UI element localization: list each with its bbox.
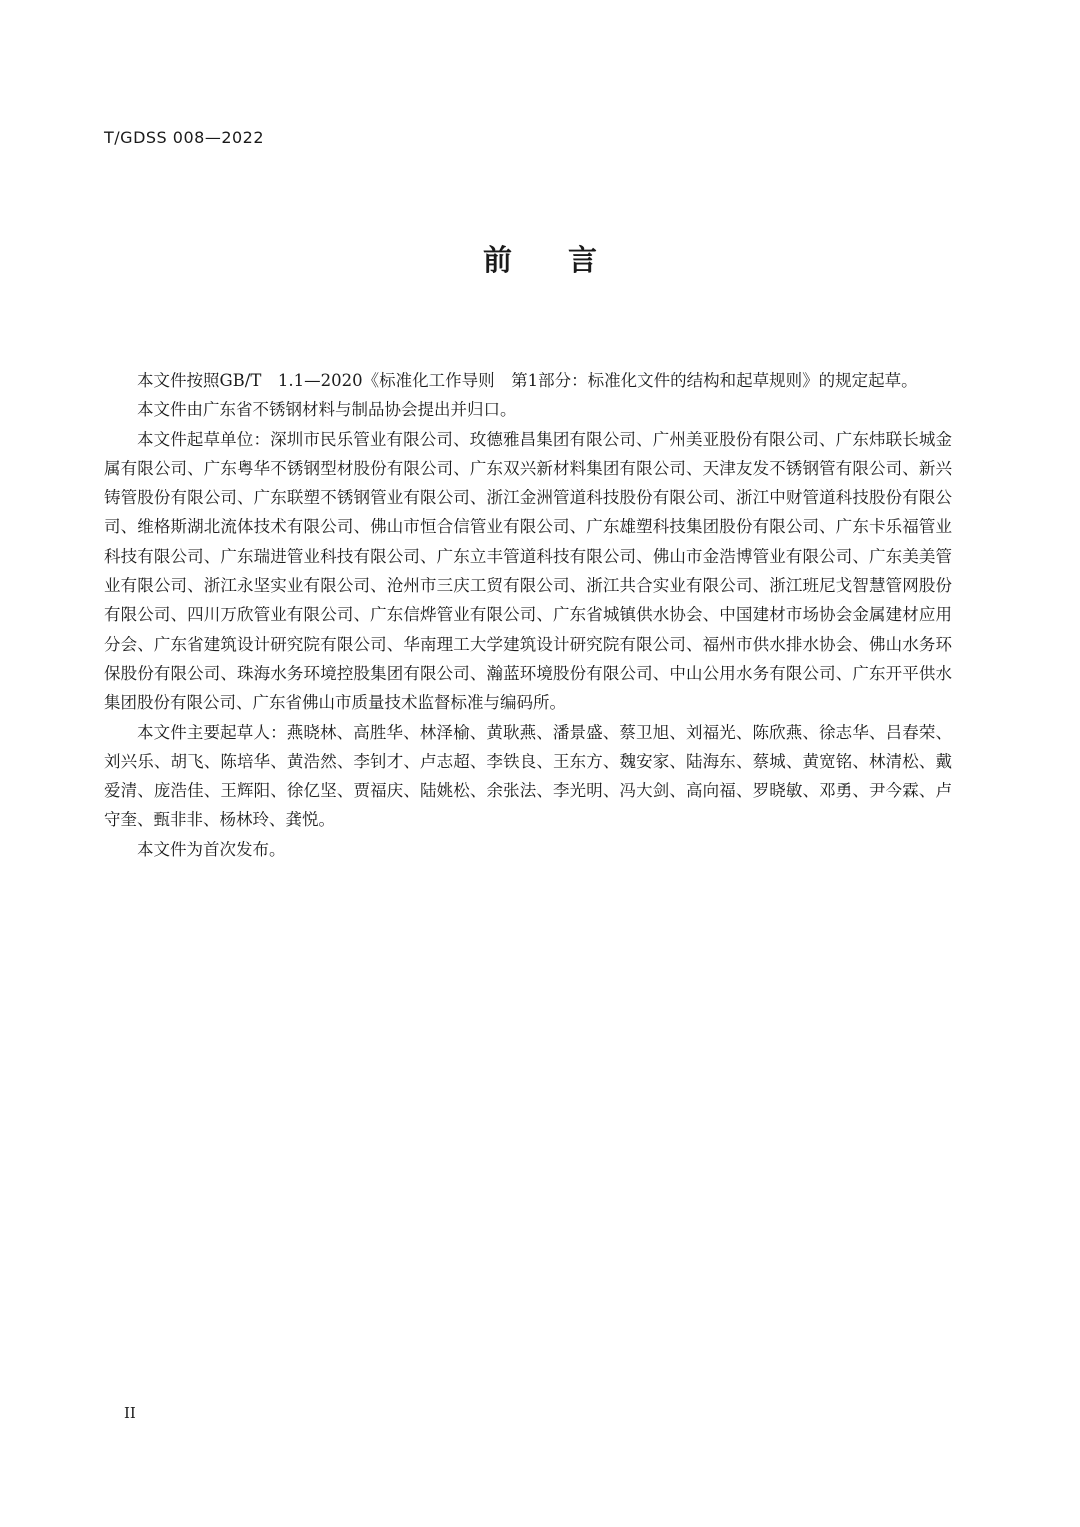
- page-title: 前言: [482, 243, 653, 277]
- paragraph-proposer: 本文件由广东省不锈钢材料与制品协会提出并归口。: [137, 400, 517, 420]
- paragraph-first-release: 本文件为首次发布。: [137, 839, 286, 859]
- paragraph-drafting-units: 本文件起草单位：深圳市民乐管业有限公司、玫德雅昌集团有限公司、广州美亚股份有限公司、广东炜联长城金属有限公司、广东粤华不锈钢型材股份有限公司、广东双兴新材料集团有限公司、天津友发不锈钢管有限公司、新兴铸管股份有限公司、广东联塑不锈钢管业有限公司、浙江金洲管道科技股份有限公司、浙江中财管道科技股份有限公司、维格斯湖北流体技术有限公司、佛山市恒合信管业有限公司、广东雄塑科技集团股份有限公司、广东卡乐福管业科技有限公司、广东瑞进管业科技有限公司、广东立丰管道科技有限公司、佛山市金浩博管业有限公司、广东美美管业有限公司、浙江永坚实业有限公司、沧州市三庆工贸有限公司、浙江共合实业有限公司、浙江班尼戈智慧管网股份有限公司、四川万欣管业有限公司、广东信烨管业有限公司、广东省城镇供水协会、中国建材市场协会金属建材应用分会、广东省建筑设计研究院有限公司、华南理工大学建筑设计研究院有限公司、福州市供水排水协会、佛山水务环保股份有限公司、珠海水务环境控股集团有限公司、瀚蓝环境股份有限公司、中山公用水务有限公司、广东开平供水集团股份有限公司、广东省佛山市质量技术监督标准与编码所。: [104, 429, 952, 713]
- paragraph-drafting-rules: 本文件按照GB/T 1.1—2020《标准化工作导则 第1部分：标准化文件的结构和起草规则》的规定起草。: [137, 371, 918, 390]
- paragraph-main-drafters: 本文件主要起草人：燕晓林、高胜华、林泽榆、黄耿燕、潘景盛、蔡卫旭、刘福光、陈欣燕、徐志华、吕春荣、刘兴乐、胡飞、陈培华、黄浩然、李钊才、卢志超、李铁良、王东方、魏安家、陆海东、蔡城、黄宽铭、林清松、戴爱清、庞浩佳、王辉阳、徐亿坚、贾福庆、陆姚松、余张法、李光明、冯大剑、高向福、罗晓敏、邓勇、尹今霖、卢守奎、甄非非、杨林玲、龚悦。: [104, 722, 952, 830]
- document-code: T/GDSS 008—2022: [104, 128, 265, 147]
- foreword-body: [104, 366, 952, 864]
- page-number: II: [124, 1404, 136, 1422]
